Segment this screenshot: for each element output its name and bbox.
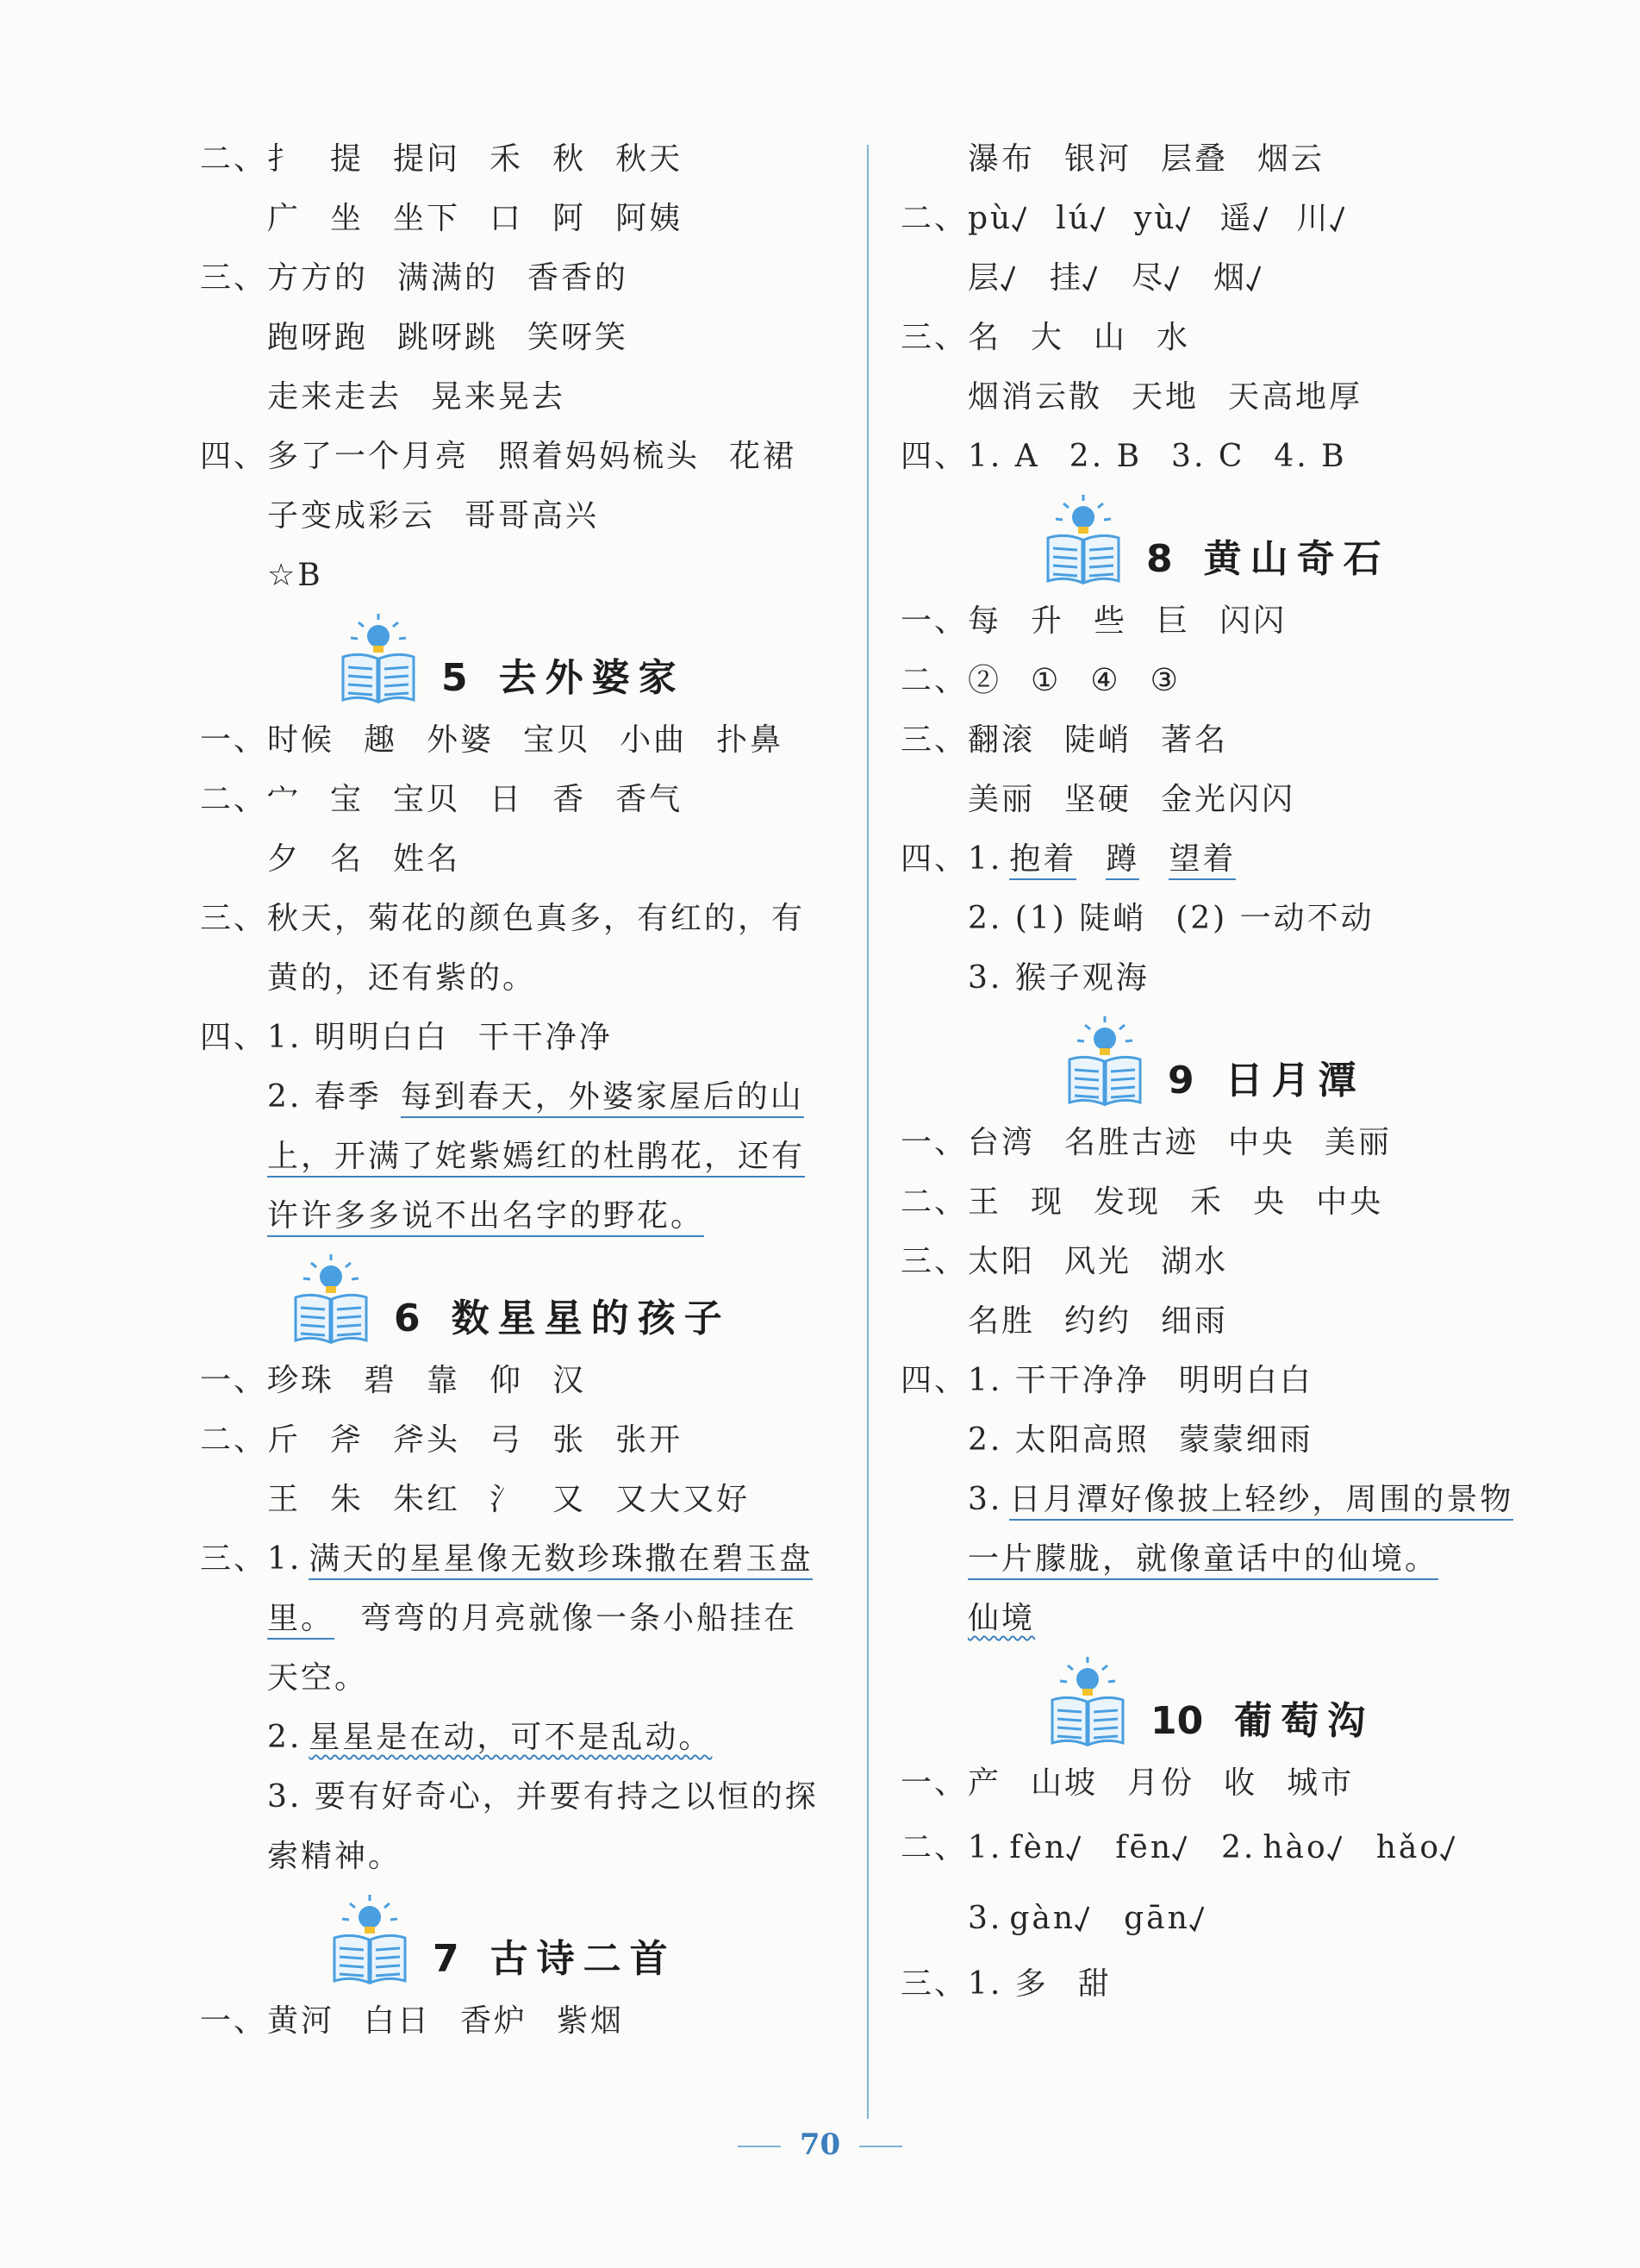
right-column [901,129,1573,2014]
book-lightbulb-icon [290,1253,371,1346]
answer-line: 四、多了一个月亮 照着妈妈梳头 花裙 [200,439,797,474]
answer-line: 一、黄河 白日 香炉 紫烟 [200,2003,625,2039]
answer-line: 二、② ① ④ ③ [901,663,1181,698]
answer-line: ☆B [267,558,323,593]
answer-line: 3. gàn gān [901,1884,1573,1954]
answer-line: 广 坐 坐下 口 阿 阿姨 [267,201,683,236]
check-mark-icon [1188,1906,1204,1932]
answer-line: 三、方方的 满满的 香香的 [200,260,629,296]
check-mark-icon [1171,1835,1187,1861]
lesson-number: 6 [394,1296,421,1340]
answer-line: 子变成彩云 哥哥高兴 [267,498,600,534]
page-number: 70 [0,2127,1640,2162]
answer-line: 三、太阳 风光 湖水 [901,1244,1229,1279]
check-mark-icon [1245,266,1261,291]
lesson-title: 葡萄沟 [1234,1699,1375,1743]
answer-line: 层 挂 尽 烟 [901,248,1573,308]
answer-line: 瀑布 银河 层叠 烟云 [968,141,1325,177]
answer-line: 三、秋天，菊花的颜色真多，有红的，有 [200,901,806,936]
answer-line: 四、1. 干干净净 明明白白 [901,1363,1313,1398]
answer-line: 三、1. 多 甜 [901,1966,1112,2002]
lesson-heading [901,493,1573,586]
answer-line: 黄的，还有紫的。 [267,960,537,996]
answer-line: 美丽 坚硬 金光闪闪 [968,782,1296,817]
answer-line: 索精神。 [267,1839,402,1874]
answer-line: 天空。 [267,1660,369,1696]
answer-line: 2. 星星是在动，可不是乱动。 [267,1720,713,1755]
answer-line: 一片朦胧，就像童话中的仙境。 [901,1529,1573,1589]
check-mark-icon [1439,1835,1455,1861]
answer-line: 烟消云散 天地 天高地厚 [968,379,1363,415]
answer-line: 四、1. 抱着 蹲 望着 [901,829,1573,889]
answer-line: 夕 名 姓名 [267,841,461,877]
answer-line: 仙境 [968,1601,1036,1636]
book-lightbulb-icon [338,612,419,705]
answer-line: 名胜 约约 细雨 [968,1303,1229,1339]
lesson-heading [200,612,872,705]
lesson-title: 日月潭 [1225,1059,1365,1103]
answer-line: 一、每 升 些 巨 闪闪 [901,603,1288,639]
answer-line: 2. 太阳高照 蒙蒙细雨 [968,1422,1313,1458]
check-mark-icon [1011,206,1026,232]
lesson-number: 8 [1146,537,1173,581]
answer-line: 里。 弯弯的月亮就像一条小船挂在 [200,1589,872,1648]
answer-line: 上，开满了姹紫嫣红的杜鹃花，还有 [200,1127,872,1186]
lesson-title: 数星星的孩子 [451,1296,731,1340]
lesson-number: 10 [1150,1699,1204,1743]
answer-line: 四、1. A 2. B 3. C 4. B [901,439,1347,474]
check-mark-icon [1082,266,1097,291]
answer-line: 2. (1) 陡峭 (2) 一动不动 [968,901,1375,936]
answer-line: 二、王 现 发现 禾 央 中央 [901,1184,1384,1220]
book-lightbulb-icon [1043,493,1124,586]
answer-line: 一、时候 趣 外婆 宝贝 小曲 扑鼻 [200,722,784,758]
check-mark-icon [1089,206,1105,232]
check-mark-icon [1329,206,1344,232]
answer-line: 3. 要有好奇心，并要有持之以恒的探 [267,1779,819,1815]
answer-line: 二、1. fèn fēn 2. hào hǎo [901,1813,1573,1884]
lesson-heading [901,1015,1573,1108]
answer-line: 一、产 山坡 月份 收 城市 [901,1765,1355,1801]
answer-line: 王 朱 朱红 氵 又 又大又好 [267,1482,751,1517]
check-mark-icon [1163,266,1179,291]
answer-line: 3. 猴子观海 [968,960,1150,996]
check-mark-icon [1252,206,1268,232]
book-lightbulb-icon [1047,1655,1128,1748]
book-lightbulb-icon [329,1893,410,1986]
answer-line: 三、翻滚 陡峭 著名 [901,722,1229,758]
check-mark-icon [1000,266,1015,291]
lesson-title: 古诗二首 [490,1937,677,1981]
lesson-number: 7 [433,1937,459,1981]
lesson-heading [901,1655,1573,1748]
answer-line: 三、名 大 山 水 [901,320,1191,355]
book-lightbulb-icon [1064,1015,1145,1108]
lesson-heading [200,1893,872,1986]
answer-line: 跑呀跑 跳呀跳 笑呀笑 [267,320,629,355]
answer-line: 四、1. 明明白白 干干净净 [200,1020,613,1055]
lesson-title: 黄山奇石 [1203,537,1390,581]
lesson-title: 去外婆家 [498,656,685,700]
answer-line: 3. 日月潭好像披上轻纱，周围的景物 [901,1470,1573,1529]
left-column [200,129,872,2051]
lesson-heading [200,1253,872,1346]
answer-line: 许许多多说不出名字的野花。 [200,1186,872,1246]
answer-line: 一、珍珠 碧 靠 仰 汉 [200,1363,587,1398]
answer-line: 一、台湾 名胜古迹 中央 美丽 [901,1125,1393,1160]
answer-line: 二、扌 提 提问 禾 秋 秋天 [200,141,683,177]
lesson-number: 5 [441,656,468,700]
check-mark-icon [1074,1906,1089,1932]
answer-line: 二、斤 斧 斧头 弓 张 张开 [200,1422,683,1458]
check-mark-icon [1175,206,1190,232]
answer-line: 走来走去 晃来晃去 [267,379,566,415]
check-mark-icon [1065,1835,1081,1861]
answer-line: 三、1. 满天的星星像无数珍珠撒在碧玉盘 [200,1529,872,1589]
check-mark-icon [1326,1835,1342,1861]
answer-line: 二、宀 宝 宝贝 日 香 香气 [200,782,683,817]
lesson-number: 9 [1168,1059,1194,1103]
answer-line: 二、pù lú yù 遥 川 [901,189,1573,248]
answer-line: 2. 春季 每到春天，外婆家屋后的山 [200,1067,872,1127]
